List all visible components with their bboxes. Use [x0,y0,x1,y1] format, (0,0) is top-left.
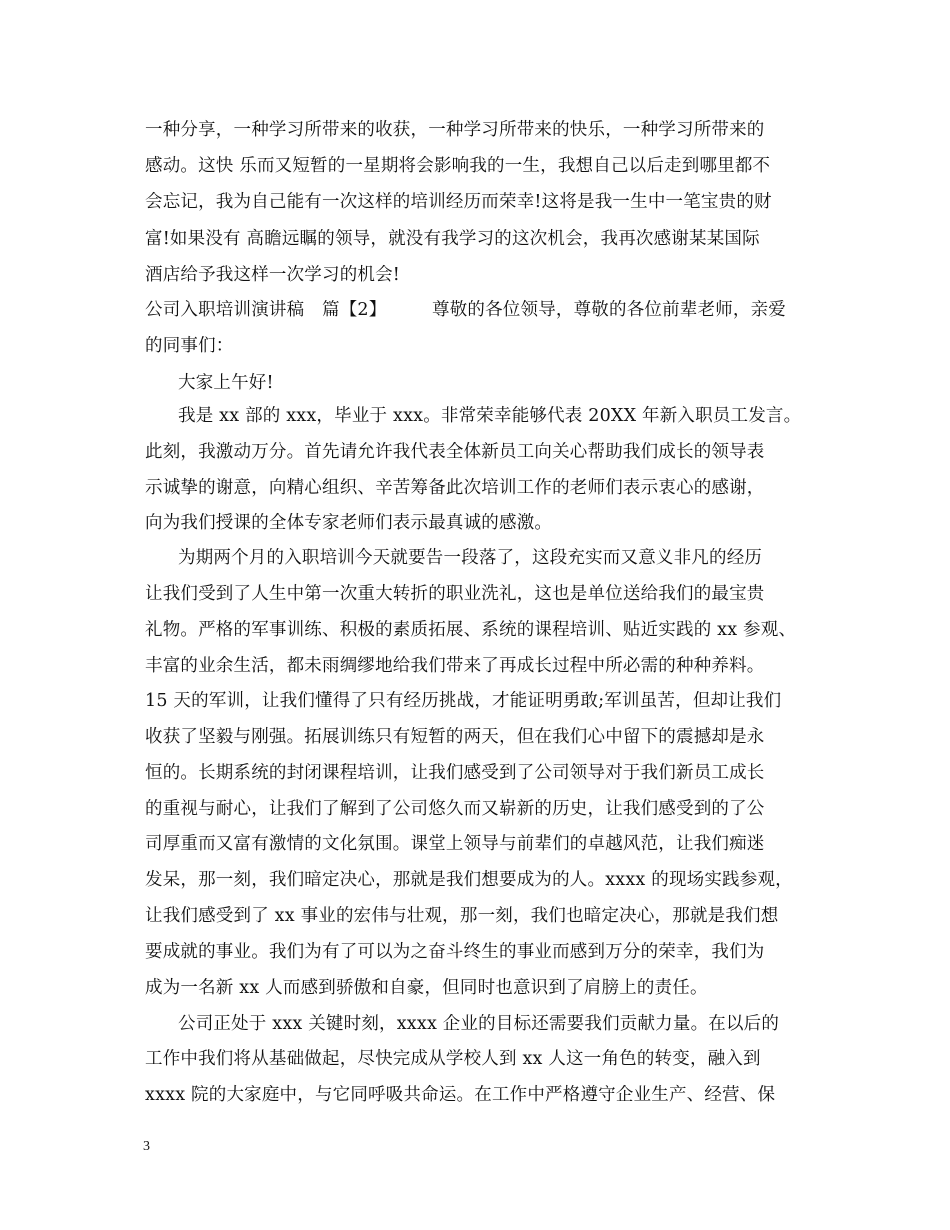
greeting-line: 的同事们： [145,336,234,356]
text-line: 会忘记，我为自己能有一次这样的培训经历而荣幸!这将是我一生中一笔宝贵的财 [145,192,772,212]
section-title: 公司入职培训演讲稿 篇【2】 [145,300,387,320]
text-line: 公司正处于 xxx 关键时刻，xxxx 企业的目标还需要我们贡献力量。在以后的 [178,1014,780,1034]
text-line: 要成就的事业。我们为有了可以为之奋斗终生的事业而感到万分的荣幸，我们为 [145,942,765,962]
text-line: 发呆，那一刻，我们暗定决心，那就是我们想要成为的人。xxxx 的现场实践参观， [145,870,793,890]
text-line: 此刻，我激动万分。首先请允许我代表全体新员工向关心帮助我们成长的领导表 [145,442,765,462]
text-line: 礼物。严格的军事训练、积极的素质拓展、系统的课程培训、贴近实践的 xx 参观、 [145,620,797,640]
text-line: 15 天的军训，让我们懂得了只有经历挑战，才能证明勇敢;军训虽苦，但却让我们 [145,691,782,711]
text-line: 为期两个月的入职培训今天就要告一段落了，这段充实而又意义非凡的经历 [178,548,763,568]
text-line: 示诚挚的谢意，向精心组织、辛苦筹备此次培训工作的老师们表示衷心的感谢， [145,478,765,498]
text-line: 的重视与耐心，让我们了解到了公司悠久而又崭新的历史，让我们感受到的了公 [145,799,765,819]
text-line: 酒店给予我这样一次学习的机会! [145,265,401,285]
text-line: 让我们受到了人生中第一次重大转折的职业洗礼，这也是单位送给我们的最宝贵 [145,584,765,604]
text-line: 成为一名新 xx 人而感到骄傲和自豪，但同时也意识到了肩膀上的责任。 [145,978,708,998]
text-line: 向为我们授课的全体专家老师们表示最真诚的感激。 [145,513,553,533]
text-line: 收获了坚毅与刚强。拓展训练只有短暂的两天，但在我们心中留下的震撼却是永 [145,727,765,747]
greeting-line: 尊敬的各位领导，尊敬的各位前辈老师，亲爱 [432,300,786,320]
text-line: 一种分享，一种学习所带来的收获，一种学习所带来的快乐，一种学习所带来的 [145,120,765,140]
text-line: 司厚重而又富有激情的文化氛围。课堂上领导与前辈们的卓越风范，让我们痴迷 [145,834,765,854]
text-line: 丰富的业余生活，都未雨绸缪地给我们带来了再成长过程中所必需的种种养料。 [145,656,765,676]
text-line: 让我们感受到了 xx 事业的宏伟与壮观，那一刻，我们也暗定决心，那就是我们想 [145,906,779,926]
text-line: 恒的。长期系统的封闭课程培训，让我们感受到了公司领导对于我们新员工成长 [145,763,765,783]
text-line: xxxx 院的大家庭中，与它同呼吸共命运。在工作中严格遵守企业生产、经营、保 [145,1085,776,1105]
text-line: 感动。这快 乐而又短暂的一星期将会影响我的一生，我想自己以后走到哪里都不 [145,156,771,176]
salutation: 大家上午好! [178,373,274,393]
text-line: 工作中我们将从基础做起，尽快完成从学校人到 xx 人这一角色的转变，融入到 [145,1049,761,1069]
text-line: 富!如果没有 高瞻远瞩的领导，就没有我学习的这次机会，我再次感谢某某国际 [145,229,760,249]
text-line: 我是 xx 部的 xxx，毕业于 xxx。非常荣幸能够代表 20XX 年新入职员工发言。 [178,406,802,426]
page-number: 3 [143,1139,150,1154]
